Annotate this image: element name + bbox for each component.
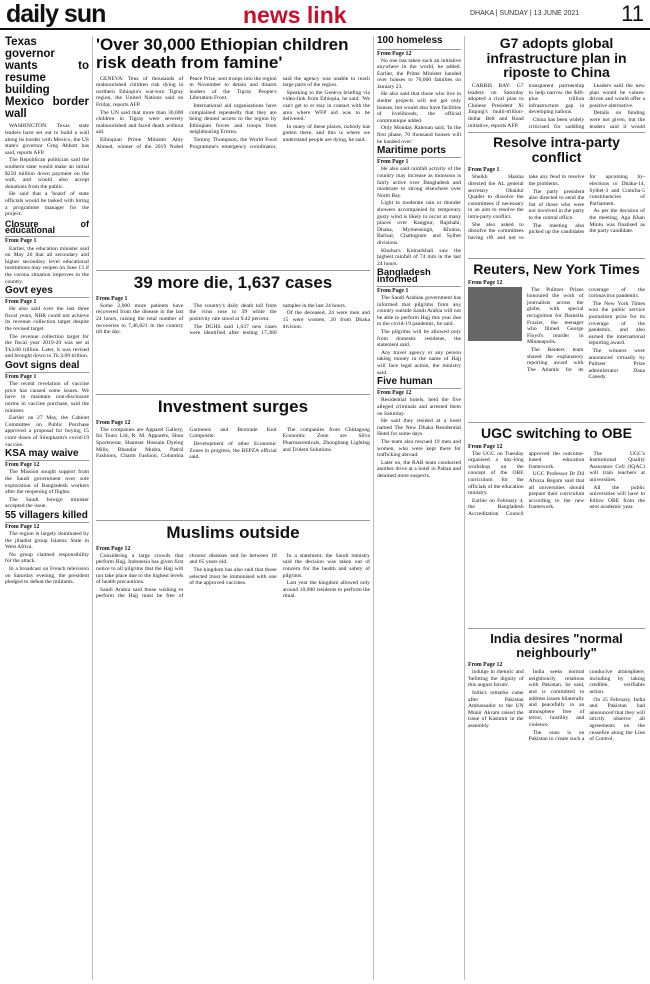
article-paragraph: The recent revelation of vaccine price has caused some issues. We have to maintain non-disclosure norms in vaccine purchase, said the minister. [5,381,89,414]
continued-from: From Page 12 [377,388,461,397]
article-paragraph: Earlier, the education minister said on May 26 that all secondary and higher secondary level educational institutions may reopen on June 13 if the corona situation improves in the country. [5,245,89,285]
covid-story [96,274,370,392]
continued-from: From Page 1 [377,286,461,295]
article-paragraph: The revenue collection target for the fiscal year 2019-20 was set at Tk3.00 trillion. Later, it was revised and brought down to Tk 3.00 trillion. [5,333,89,360]
article-paragraph: He also said over the last three fiscal years, NBR could not achieve its revenue collection target despite the revised target. [5,306,89,333]
article-paragraph: Ethiopian Prime Minister Abiy Ahmed, winner of the 2019 Nobel Peace Prize, sent troops into the region in November to detain and disarm leaders of the Tigray People's Liberation Front. [96,75,277,150]
news-photo [468,287,522,341]
article-paragraph: The region is largely dominated by the jihadist group Islamic State in West Africa. [5,531,89,551]
article-paragraph: India's remarks came after Pakistan Ambassador to the UN Munir Akram raised the issue of Kashmir in the assembly. [468,690,524,730]
govt-signs-headline: Govt signs deal [5,360,80,372]
article-paragraph: Leaders said the new plan would be values-driven and would offer a positive alternative. [589,83,645,109]
ksa-headline: KSA may waive [5,448,79,460]
india-headline: India desires "normal neighbourly" [490,632,623,660]
article-paragraph: The Saudi Arabian government has informed that pilgrims from any country outside Saudi Arabia will not be able to perform Hajj this year due to the covid-19 pandemic, he said. [377,295,461,328]
article-paragraph: The team also rescued 19 men and women, who were kept there for trafficking abroad. [377,438,461,459]
article-paragraph: Speaking to the Geneva briefing via video-link from Ethiopia, he said: 'We can't get to or stay in contact with the area where WFP aid was to be delivered.' [282,89,370,123]
article-paragraph: The companies are Apparel Gallery, Ini Tours Ltd, R. M. Apparels, Shun Sportswear, Shamser Hossain Dyeing Mills, Bhandar Mudra, Patrol Fashions, Charm Fashion, Columbia Garments and Bextrade Knit Composite. [96,426,277,460]
continued-from: From Page 1 [377,157,461,166]
g7-story [468,36,645,130]
page-number: 11 [621,1,644,26]
continued-from: From Page 12 [5,460,89,469]
story-divider [468,132,645,133]
homeless-headline: 100 homeless [377,36,443,46]
masthead [0,0,650,30]
muslims-story [96,524,370,980]
continued-from: From Page 12 [377,49,461,57]
article-paragraph: The party president also directed to send the list of those who were not involved in the party to the central office. [528,188,585,221]
article-paragraph: The New York Times won the public service journalism prize for its coverage of the pandemic, and also earned the international reporting award. [588,300,645,347]
article-paragraph: UGC Professor Dr Dil Afroza Begum said that all universities should prepare their curriculum according to the new framework. [528,471,585,511]
left-column [5,36,89,980]
article-paragraph: In a statement, the Saudi ministry said the decision was taken out of concern for the health and safety of pilgrims. [282,552,370,579]
article-paragraph: She also asked to dissolve the committees having rift and not to take any feud to resolve the problems. [468,174,585,241]
continued-from: From Page 1 [5,297,89,306]
villagers-headline: 55 villagers killed [5,509,88,521]
article-paragraph: indulge in rhetoric and 'befitting the dignity of this august forum'. [468,669,524,689]
muslims-headline: Muslims outside [166,524,300,542]
article-paragraph: The kingdom has also said that those selected must be immunised with one of the approved vaccines. [189,567,277,587]
article-paragraph: The Mission sought support from the Saudi government over sole exploration of Bangladesh workers after the reopening of flights. [5,469,89,496]
covid-headline: 39 more die, 1,637 cases [133,274,333,292]
continued-from: From Page 1 [96,295,128,302]
article-paragraph: Details on funding were not given, but the leaders said it would [589,110,645,130]
story-divider [96,270,370,271]
bangladesh-informed-headline: Bangladesh informed [377,267,431,285]
resolve-story [468,135,645,255]
article-paragraph: China has been widely criticised for saddling [528,117,585,130]
article-paragraph: All the public universities will have to follow OBE from the next academic year. [589,484,645,511]
continued-from: From Page 1 [5,236,89,245]
article-paragraph: WASHINGTON: Texas state leaders have set out to build a wall along its border with Mexico, the US state's governor Greg Abbott has said, reports AFP. [5,123,89,156]
article-paragraph: The Pulitzer Prizes honoured the work of journalists across the globe, with special recognition for Darnella Frazier, the teenager who filmed George Floyd's murder in Minneapolis. [527,286,584,346]
column-divider [92,36,93,980]
article-paragraph: He also said that those who live in shelter projects will not get only houses, but would also have facilities of livelihoods, the official communique added. [377,91,461,124]
homeless-column [377,36,461,980]
story-divider [468,422,645,423]
column-divider [373,36,374,980]
article-paragraph: The UGC's Institutional Quality Assurance Cell (IQAC) will train teachers at universities. [589,450,645,484]
article-paragraph: Of the deceased, 24 were men and 15 were women, 20 from Dhaka division. [282,310,370,330]
article-paragraph: India seeks normal neighbourly relations with Pakistan, he said, and is committed to address issues bilaterally and peacefully in an atmosphere free of terror, hostility and violence. [528,669,585,729]
newspaper-logo: daily sun [6,0,106,28]
india-story [468,632,645,980]
story-divider [468,258,645,259]
article-paragraph: Earlier on 27 May, the Cabinet Committee on Public Purchase approved a proposal for buying 15 crore doses of Sinopharm's covid-19 vaccine. [5,415,89,448]
reuters-headline: Reuters, New York Times [473,262,640,277]
closure-headline: Closure of educational [5,218,89,236]
continued-from: From Page 12 [468,443,503,450]
article-paragraph: Later on, the RAB team conducted another drive at a hotel in Paltan and detained more suspects. [377,459,461,479]
article-paragraph: The UN said that more than 30,000 children in Tigray were severely malnourished and faced death without aid. [96,109,184,136]
ethiopia-story [96,36,370,268]
resolve-headline: Resolve intra-party conflict [493,135,620,165]
investment-headline: Investment surges [157,398,309,416]
article-paragraph: Saudi Arabia said those wishing to perform the Hajj must be free of chronic diseases and be between 18 and 65 years old. [96,552,277,600]
article-paragraph: Khulna's Kumarkhali saw the highest rainfall of 74 mm in the last 24 hours. [377,247,461,267]
article-paragraph: He said that a 'board' of state officials would be tasked with hiring a programme manager for the project. [5,191,89,218]
ugc-headline: UGC switching to OBE [481,426,632,441]
article-paragraph: The DGHS said 1,637 new cases were identified after testing 17,380 samples in the last 24 hours. [189,302,347,337]
continued-from: From Page 12 [5,522,89,531]
ethiopia-headline: 'Over 30,000 Ethiopian children risk death from famine' [96,36,349,72]
article-paragraph: The winners were announced virtually by Pulitzer Prize administrator Dana Canedy. [588,348,645,381]
continued-from: From Page 12 [96,419,131,426]
article-paragraph: transparent partnership to help narrow the $40-plus trillion infrastructure gap in developing nations. [528,83,585,116]
story-divider [468,628,645,629]
article-paragraph: In many of these places, nobody has gotten there, and this is where we understand people are dying, he said. [282,123,370,144]
section-name: news link [243,2,347,28]
continued-from: From Page 12 [468,279,503,286]
ugc-story [468,426,645,626]
article-paragraph: Tommy Thompson, the World Food Programme's emergency coordinator, said the agency was unable to reach large parts of the region. [189,75,370,150]
continued-from: From Page 12 [96,545,131,552]
article-paragraph: The Saudi foreign minister accepted the issue. [5,496,89,510]
article-paragraph: Residential hotels, held the five alleged criminals and arrested them on Saturday. [377,397,461,417]
article-paragraph: The country's daily death toll from the virus rose to 39 while the positivity rate stood at 9.42 percent. [189,302,277,323]
article-paragraph: Sheikh Hasina directed the AL general secretary Obaidul Quader to dissolve the committees if necessary in an aim to resolve the intra-party conflict. [468,174,524,220]
article-paragraph: GENEVA: Tens of thousands of malnourished children risk dying in northern Ethiopia's war-torn Tigray region, the United Nations said on Friday, reports AFP. [96,75,184,109]
article-paragraph: CARBIS BAY: G7 leaders on Saturday adopted a rival plan to Chinese President Xi Jinping's multi-trillion-dollar Belt and Road initiative, reports AFP. [468,83,524,129]
article-paragraph: Any travel agency or any person taking money in the name of Hajj will face legal action, the ministry said. [377,349,461,376]
article-paragraph: Last year the kingdom allowed only around 10,000 residents to perform the ritual. [282,580,370,600]
article-paragraph: Some 2,000 more patients have recovered from the disease in the last 24 hours, raising the total number of recoveries to 7,46,821 in the country till the day. [96,302,184,336]
article-paragraph: No one has taken such an initiative anywhere in the world, he added. Earlier, the Prime Minister handed over houses to 70,000 families on January 23. [377,57,461,90]
article-paragraph: The onus is on Pakistan to create such a conducive atmosphere, including by taking credible, verifiable action. [528,669,645,743]
investment-story [96,398,370,518]
article-paragraph: As per the decision of the meeting, Aga Khan Mintu was finalised as the party candidate. [589,208,645,235]
continued-from: From Page 1 [468,167,500,174]
story-divider [96,520,370,521]
continued-from: From Page 1 [5,372,89,381]
article-paragraph: No group claimed responsibility for the attack. [5,551,89,565]
article-paragraph: In a broadcast on French television on Saturday evening, the president pledged to defeat the militants. [5,566,89,586]
article-paragraph: International aid organisations have complained repeatedly that they are being denied access to the region by Ethiopian forces and troops from neighbouring Eritrea. [189,103,277,136]
g7-headline: G7 adopts global infrastructure plan in riposte to China [486,36,627,81]
continued-from: From Page 12 [468,662,503,669]
reuters-story [468,262,645,420]
govt-eyes-headline: Govt eyes [5,285,53,297]
story-divider [96,394,370,395]
article-paragraph: The Republican politician said the southern state would make an initial $250 million down payment on the wall, and would also accept donations from the public. [5,157,89,190]
article-paragraph: Only Monday Rahman said, 'In the first phase, 70 thousand houses will be handed over.' [377,125,461,145]
article-paragraph: He also said rainfall activity of the country may increase as monsoon is fairly active over Bangladesh and moderate to strong elsewhere over North Bay. [377,166,461,199]
article-paragraph: Light to moderate rain or thunder showers accompanied by temporary gusty wind is likely to occur at many places over Rangpur, Rajshahi, Dhaka, Mymensingh, Khulna, Barisal, Chattogram and Sylhet divisions. [377,200,461,246]
article-paragraph: The companies from Chittagong Economic Zone are Silva Pharmaceuticals, Zhongbang Lighting and Trident Solutions. [282,426,370,453]
article-paragraph: The meeting also picked up the candidates for upcoming by-elections to Dhaka-14, Sylhet-3 and Cumilla-5 constituencies of Parliament. [528,174,645,236]
dateline: DHAKA | SUNDAY | 13 JUNE 2021 [470,10,580,17]
maritime-headline: Maritime ports [377,145,446,157]
five-human-headline: Five human [377,376,433,388]
article-paragraph: The Reuters team shared the explanatory reporting award with The Atlantic for its coverage of the coronavirus pandemic. [527,286,645,373]
article-paragraph: The pilgrims will be allowed only from domestic residents, the statement said. [377,329,461,349]
article-paragraph: On 25 February, India and Pakistan had announced that they will strictly observe all agreements on the ceasefire along the Line of Control. [589,696,645,743]
column-divider [464,36,465,980]
texas-headline: Texas governor wants to resume building Mexico border wall [5,36,89,121]
article-paragraph: The UGC on Tuesday organised a day-long workshop on the concept of the OBE curriculum for the officials of the education ministry. [468,450,524,497]
article-paragraph: Considering a large crowds that perform Hajj, Indonesia has given first notice to all pilgrims that the Hajj will not take place due to the highest levels of health precautions. [96,552,184,586]
article-paragraph: Earlier on February 4, the Bangladesh Accreditation Council approved the outcome-based education framework. [468,450,585,518]
article-paragraph: He said they resided at a hotel named The New Dhaka Residential Hotel for some days. [377,418,461,438]
article-paragraph: Development of other Economic Zones in progress, the BEPZA official said. [189,441,277,461]
